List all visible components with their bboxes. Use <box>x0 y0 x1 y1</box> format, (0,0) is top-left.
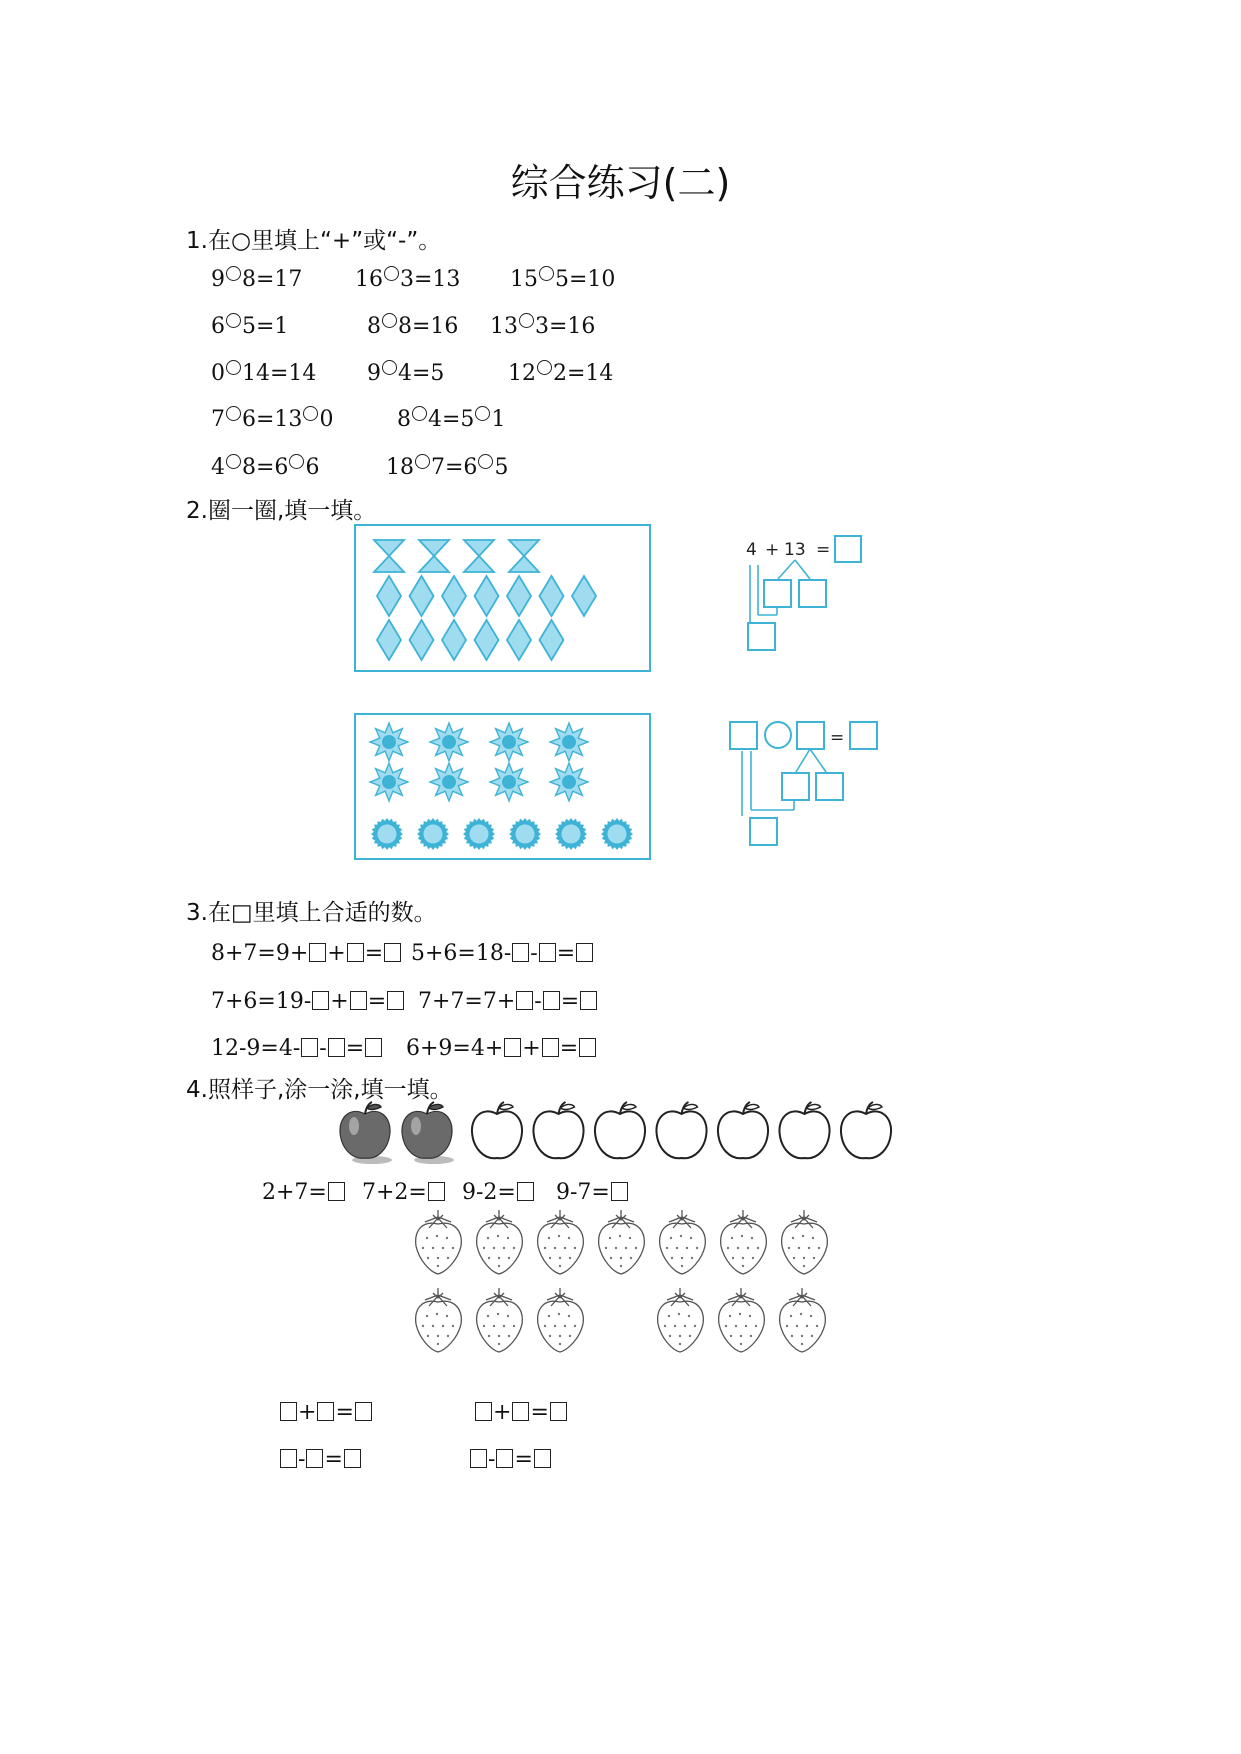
strawberry <box>780 1288 826 1352</box>
expr-text: 15 <box>510 267 538 292</box>
strawberry <box>477 1210 523 1274</box>
expr-text: = <box>367 989 387 1014</box>
shape-panel-diamonds <box>354 524 651 672</box>
strawberry <box>477 1288 523 1352</box>
expr-text: = <box>364 941 384 966</box>
expr-text: = <box>345 1036 365 1061</box>
blank-equation <box>469 1446 552 1474</box>
operator-circle[interactable] <box>382 360 397 375</box>
expr-text: + <box>298 1400 317 1425</box>
answer-box[interactable] <box>350 991 367 1010</box>
answer-box[interactable] <box>512 1402 529 1421</box>
diamond-shape <box>475 620 499 660</box>
expr-text: 7=6 <box>431 455 478 480</box>
expr-text: + <box>493 1400 512 1425</box>
answer-box[interactable] <box>496 1449 513 1468</box>
expr-text: 6 <box>211 314 225 339</box>
hourglass-shape <box>374 540 404 572</box>
answer-box[interactable] <box>542 1038 559 1057</box>
apple-outline <box>656 1102 706 1158</box>
operator-circle[interactable] <box>226 313 241 328</box>
expr-text: 6=13 <box>242 407 303 432</box>
expr-text: 9-2= <box>462 1180 516 1205</box>
operator-circle[interactable] <box>226 266 241 281</box>
answer-box[interactable] <box>328 1038 345 1057</box>
expr-text: 4=5 <box>398 361 445 386</box>
operator-circle[interactable] <box>537 360 552 375</box>
expr-text: 12-9=4- <box>211 1036 301 1061</box>
q3-exercise <box>406 1035 597 1063</box>
expr-text: 2+7= <box>262 1180 327 1205</box>
bond2-answer-box[interactable] <box>850 722 877 749</box>
q1-exercise <box>211 266 302 294</box>
q2-heading: 2.圈一圈,填一填。 <box>186 498 377 524</box>
expr-text: = <box>556 941 576 966</box>
apple-outline <box>595 1102 645 1158</box>
strawberry <box>660 1210 706 1274</box>
apple-equation <box>262 1179 346 1207</box>
answer-box[interactable] <box>543 991 560 1010</box>
expr-text: - <box>534 989 542 1014</box>
q1-exercise <box>211 454 319 482</box>
hourglass-shape <box>509 540 539 572</box>
q1-exercise <box>367 313 458 341</box>
expr-text: 8 <box>367 314 381 339</box>
diamond-shape <box>572 576 596 616</box>
q1-exercise <box>510 266 615 294</box>
bond1-split-box-left[interactable] <box>764 580 791 607</box>
expr-text: + <box>522 1036 541 1061</box>
answer-box[interactable] <box>312 991 329 1010</box>
expr-text: 9-7= <box>556 1180 610 1205</box>
answer-box[interactable] <box>301 1038 318 1057</box>
apple-equation <box>362 1179 446 1207</box>
answer-box[interactable] <box>576 943 593 962</box>
shape-panel-suns <box>354 713 651 860</box>
expr-text: + <box>330 989 349 1014</box>
bond2-split-box-left[interactable] <box>782 773 809 800</box>
expr-text: 7+2= <box>362 1180 427 1205</box>
diamond-shape <box>442 576 466 616</box>
q3-exercise <box>418 988 598 1016</box>
q1-exercise <box>397 406 505 434</box>
operator-circle[interactable] <box>289 454 304 469</box>
bond1-result-box[interactable] <box>748 623 775 650</box>
expr-text: 12 <box>508 361 536 386</box>
strawberry <box>416 1210 462 1274</box>
answer-box[interactable] <box>611 1182 628 1201</box>
q1-exercise <box>355 266 460 294</box>
strawberry <box>538 1288 584 1352</box>
answer-box[interactable] <box>344 1449 361 1468</box>
q3-heading: 3.在□里填上合适的数。 <box>186 900 437 926</box>
q1-exercise <box>508 360 613 388</box>
q1-exercise <box>211 360 316 388</box>
expr-text: 3=13 <box>400 267 461 292</box>
operator-circle[interactable] <box>475 406 490 421</box>
q1-exercise <box>490 313 595 341</box>
strawberry <box>416 1288 462 1352</box>
operator-circle[interactable] <box>384 266 399 281</box>
number-bond-2 <box>726 718 886 853</box>
diamond-shape <box>377 576 401 616</box>
bond1-equals: = <box>816 540 831 560</box>
q3-exercise <box>211 940 402 968</box>
q3-exercise <box>211 988 405 1016</box>
expr-text: 3=16 <box>535 314 596 339</box>
bond2-result-box[interactable] <box>750 818 777 845</box>
answer-box[interactable] <box>539 943 556 962</box>
shaded-apple <box>402 1102 454 1164</box>
q3-exercise <box>411 940 594 968</box>
answer-box[interactable] <box>387 991 404 1010</box>
answer-box[interactable] <box>328 1182 345 1201</box>
expr-text: 1 <box>491 407 506 432</box>
blank-equation <box>279 1446 362 1474</box>
q1-exercise <box>386 454 508 482</box>
diamond-shape <box>507 620 531 660</box>
answer-box[interactable] <box>306 1449 323 1468</box>
blank-equation <box>474 1399 568 1427</box>
expr-text: 0 <box>211 361 225 386</box>
expr-text: 5=1 <box>242 314 289 339</box>
expr-text: 5+6=18- <box>411 941 512 966</box>
operator-circle[interactable] <box>519 313 534 328</box>
answer-box[interactable] <box>580 991 597 1010</box>
diamond-shape <box>540 576 564 616</box>
apple-row <box>330 1100 910 1166</box>
expr-text: - <box>488 1447 496 1472</box>
suns-figure <box>356 715 649 858</box>
bond1-split-box-right[interactable] <box>799 580 826 607</box>
hourglass-shape <box>419 540 449 572</box>
answer-box[interactable] <box>517 1182 534 1201</box>
answer-box[interactable] <box>347 943 364 962</box>
expr-text: = <box>559 1036 579 1061</box>
answer-box[interactable] <box>550 1402 567 1421</box>
expr-text: 5=10 <box>555 267 616 292</box>
diamond-shape <box>475 576 499 616</box>
answer-box[interactable] <box>516 991 533 1010</box>
expr-text: 14=14 <box>242 361 317 386</box>
expr-text: 8+7=9+ <box>211 941 309 966</box>
q1-exercise <box>211 406 333 434</box>
expr-text: + <box>327 941 346 966</box>
expr-text: 8 <box>397 407 411 432</box>
operator-circle[interactable] <box>539 266 554 281</box>
answer-box[interactable] <box>384 943 401 962</box>
expr-text: 7+7=7+ <box>418 989 516 1014</box>
diamond-shape <box>507 576 531 616</box>
strawberry <box>719 1288 765 1352</box>
bond2-box-a[interactable] <box>730 722 757 749</box>
expr-text: = <box>560 989 580 1014</box>
diamond-shape <box>442 620 466 660</box>
bond1-operator: + <box>765 540 780 560</box>
expr-text: - <box>530 941 538 966</box>
operator-circle[interactable] <box>226 454 241 469</box>
expr-text: 4=5 <box>428 407 475 432</box>
bond1-addend-a: 4 <box>746 540 757 560</box>
expr-text: 0 <box>319 407 334 432</box>
answer-box[interactable] <box>470 1449 487 1468</box>
expr-text: 7 <box>211 407 225 432</box>
q4-heading: 4.照样子,涂一涂,填一填。 <box>186 1077 453 1103</box>
expr-text: - <box>298 1447 306 1472</box>
apple-outline <box>779 1102 829 1158</box>
expr-text: 8=16 <box>398 314 459 339</box>
expr-text: 8=6 <box>242 455 289 480</box>
page-title: 综合练习(二) <box>510 161 731 205</box>
expr-text: 6+9=4+ <box>406 1036 504 1061</box>
answer-box[interactable] <box>512 943 529 962</box>
q1-heading: 1.在○里填上“+”或“-”。 <box>186 228 442 254</box>
operator-circle[interactable] <box>415 454 430 469</box>
answer-box[interactable] <box>355 1402 372 1421</box>
expr-text: 8=17 <box>242 267 303 292</box>
strawberry <box>599 1210 645 1274</box>
expr-text: 9 <box>367 361 381 386</box>
bond2-equals: = <box>830 728 845 748</box>
operator-circle[interactable] <box>226 406 241 421</box>
answer-box[interactable] <box>579 1038 596 1057</box>
expr-text: 9 <box>211 267 225 292</box>
expr-text: 5 <box>494 455 509 480</box>
expr-text: - <box>319 1036 327 1061</box>
q1-exercise <box>211 313 288 341</box>
operator-circle[interactable] <box>382 313 397 328</box>
answer-box[interactable] <box>504 1038 521 1057</box>
q3-exercise <box>211 1035 383 1063</box>
operator-circle[interactable] <box>412 406 427 421</box>
answer-box[interactable] <box>280 1449 297 1468</box>
bond1-addend-b: 13 <box>784 540 806 560</box>
answer-box[interactable] <box>534 1449 551 1468</box>
strawberry <box>658 1288 704 1352</box>
bond2-operator-circle[interactable] <box>765 722 791 748</box>
expr-text: 4 <box>211 455 225 480</box>
answer-box[interactable] <box>475 1402 492 1421</box>
expr-text: 2=14 <box>553 361 614 386</box>
expr-text: = <box>530 1400 549 1425</box>
operator-circle[interactable] <box>478 454 493 469</box>
diamond-shape <box>410 576 434 616</box>
bond2-box-b[interactable] <box>797 722 824 749</box>
operator-circle[interactable] <box>303 406 318 421</box>
expr-text: 13 <box>490 314 518 339</box>
apple-equation <box>556 1179 629 1207</box>
apple-outline <box>533 1102 583 1158</box>
expr-text: = <box>335 1400 354 1425</box>
bond1-answer-box[interactable] <box>835 536 861 562</box>
expr-text: = <box>514 1447 533 1472</box>
answer-box[interactable] <box>280 1402 297 1421</box>
diamond-shape <box>540 620 564 660</box>
answer-box[interactable] <box>309 943 326 962</box>
apple-outline <box>472 1102 522 1158</box>
apple-equation <box>462 1179 535 1207</box>
hourglass-shape <box>464 540 494 572</box>
diamond-shape <box>410 620 434 660</box>
expr-text: 16 <box>355 267 383 292</box>
answer-box[interactable] <box>317 1402 334 1421</box>
expr-text: 18 <box>386 455 414 480</box>
shaded-apple <box>340 1102 392 1164</box>
blank-equation <box>279 1399 373 1427</box>
bond2-split-box-right[interactable] <box>816 773 843 800</box>
q1-exercise <box>367 360 444 388</box>
operator-circle[interactable] <box>226 360 241 375</box>
apple-outline <box>841 1102 891 1158</box>
apple-outline <box>718 1102 768 1158</box>
expr-text: = <box>324 1447 343 1472</box>
strawberry <box>782 1210 828 1274</box>
expr-text: 7+6=19- <box>211 989 312 1014</box>
diamond-shape <box>377 620 401 660</box>
number-bond-1 <box>740 527 880 657</box>
strawberry <box>538 1210 584 1274</box>
answer-box[interactable] <box>428 1182 445 1201</box>
strawberry-grid <box>405 1208 835 1358</box>
answer-box[interactable] <box>365 1038 382 1057</box>
strawberry <box>721 1210 767 1274</box>
expr-text: 6 <box>305 455 320 480</box>
diamonds-figure <box>356 526 649 670</box>
